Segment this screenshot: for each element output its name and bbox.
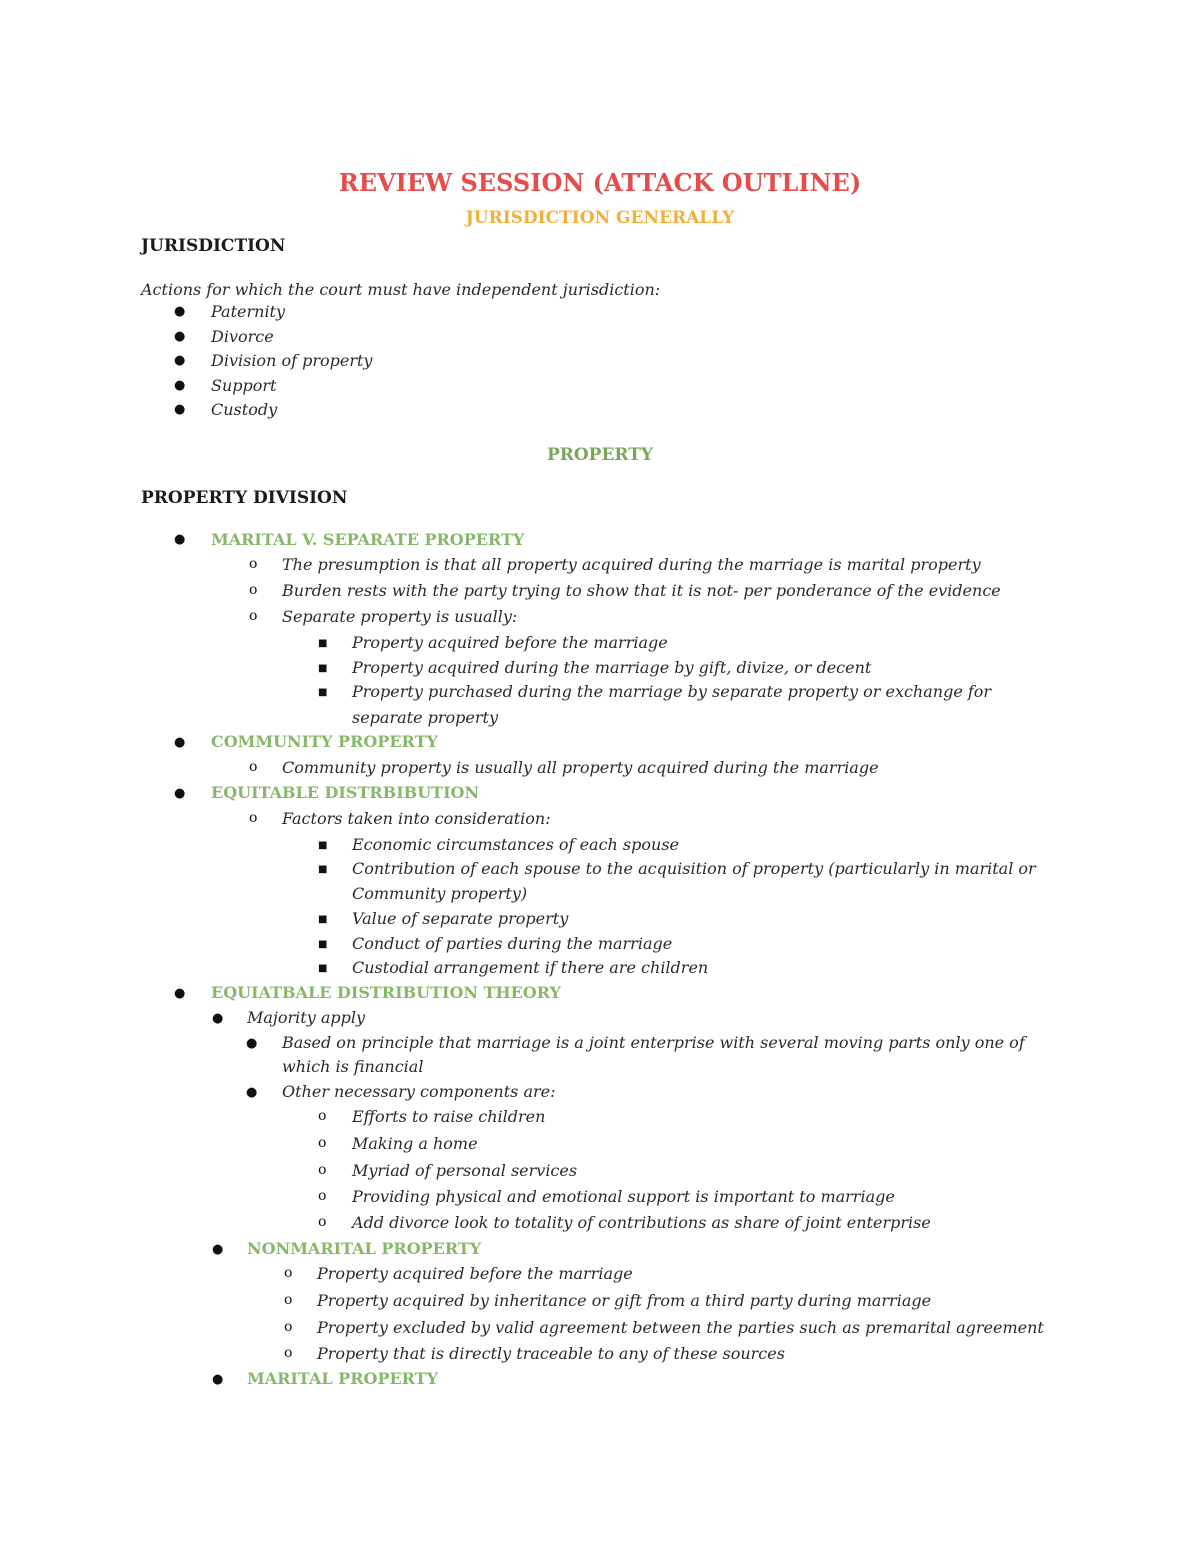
bullet-icon: ● xyxy=(174,786,186,801)
list-item-continuation: separate property xyxy=(352,708,498,727)
list-item: Factors taken into consideration: xyxy=(282,809,551,828)
square-bullet-icon: ■ xyxy=(318,864,328,875)
bullet-icon: ● xyxy=(174,986,186,1001)
bullet-icon: ● xyxy=(212,1372,224,1387)
list-item: Divorce xyxy=(211,327,274,346)
circle-bullet-icon: o xyxy=(249,582,258,598)
subtitle-property: PROPERTY xyxy=(546,445,654,465)
bullet-icon: ● xyxy=(246,1085,258,1100)
bullet-icon: ● xyxy=(174,735,186,750)
square-bullet-icon: ■ xyxy=(318,963,328,974)
list-item: Majority apply xyxy=(247,1008,366,1027)
bullet-icon: ● xyxy=(174,329,186,344)
circle-bullet-icon: o xyxy=(318,1188,327,1204)
section-jurisdiction: JURISDICTION xyxy=(141,236,286,256)
circle-bullet-icon: o xyxy=(249,608,258,624)
document-title: REVIEW SESSION (ATTACK OUTLINE) xyxy=(338,168,862,197)
heading-distribution-theory: EQUIATBALE DISTRIBUTION THEORY xyxy=(211,983,561,1002)
circle-bullet-icon: o xyxy=(284,1345,293,1361)
circle-bullet-icon: o xyxy=(318,1108,327,1124)
list-item: Myriad of personal services xyxy=(352,1161,578,1180)
list-item: The presumption is that all property acquired during the marriage is marital property xyxy=(282,555,981,574)
heading-marital-property: MARITAL PROPERTY xyxy=(247,1369,439,1388)
list-item: Support xyxy=(211,376,277,395)
list-item-continuation: which is financial xyxy=(282,1057,424,1076)
square-bullet-icon: ■ xyxy=(318,638,328,649)
list-item: Value of separate property xyxy=(352,909,569,928)
bullet-icon: ● xyxy=(174,532,186,547)
list-item: Property that is directly traceable to any of these sources xyxy=(317,1344,785,1363)
list-item: Economic circumstances of each spouse xyxy=(352,835,679,854)
list-item: Division of property xyxy=(211,351,373,370)
list-item: Contribution of each spouse to the acquisition of property (particularly in marital or xyxy=(352,859,1036,878)
list-item: Custodial arrangement if there are children xyxy=(352,958,709,977)
bullet-icon: ● xyxy=(212,1242,224,1257)
circle-bullet-icon: o xyxy=(284,1265,293,1281)
list-item: Property acquired before the marriage xyxy=(352,633,668,652)
list-item: Making a home xyxy=(352,1134,478,1153)
list-item: Community property is usually all property acquired during the marriage xyxy=(282,758,879,777)
circle-bullet-icon: o xyxy=(249,810,258,826)
heading-community-property: COMMUNITY PROPERTY xyxy=(211,732,438,751)
list-item: Paternity xyxy=(211,302,286,321)
jurisdiction-intro: Actions for which the court must have independent jurisdiction: xyxy=(141,280,661,299)
heading-nonmarital-property: NONMARITAL PROPERTY xyxy=(247,1239,482,1258)
square-bullet-icon: ■ xyxy=(318,687,328,698)
list-item: Property acquired before the marriage xyxy=(317,1264,633,1283)
circle-bullet-icon: o xyxy=(284,1319,293,1335)
list-item-continuation: Community property) xyxy=(352,884,528,903)
list-item: Property purchased during the marriage by separate property or exchange for xyxy=(352,682,992,701)
circle-bullet-icon: o xyxy=(284,1292,293,1308)
list-item: Conduct of parties during the marriage xyxy=(352,934,673,953)
circle-bullet-icon: o xyxy=(249,556,258,572)
section-property-division: PROPERTY DIVISION xyxy=(141,488,348,508)
bullet-icon: ● xyxy=(212,1011,224,1026)
heading-marital-v-separate: MARITAL V. SEPARATE PROPERTY xyxy=(211,530,525,549)
list-item: Providing physical and emotional support is important to marriage xyxy=(352,1187,895,1206)
square-bullet-icon: ■ xyxy=(318,663,328,674)
circle-bullet-icon: o xyxy=(318,1214,327,1230)
list-item: Property acquired by inheritance or gift from a third party during marriage xyxy=(317,1291,932,1310)
heading-equitable-distribution: EQUITABLE DISTRBIBUTION xyxy=(211,783,480,802)
list-item: Property acquired during the marriage by gift, divize, or decent xyxy=(352,658,872,677)
circle-bullet-icon: o xyxy=(318,1162,327,1178)
circle-bullet-icon: o xyxy=(318,1135,327,1151)
list-item: Based on principle that marriage is a joint enterprise with several moving parts only one of xyxy=(282,1033,1025,1052)
list-item: Custody xyxy=(211,400,278,419)
square-bullet-icon: ■ xyxy=(318,914,328,925)
list-item: Property excluded by valid agreement between the parties such as premarital agreement xyxy=(317,1318,1044,1337)
bullet-icon: ● xyxy=(174,402,186,417)
bullet-icon: ● xyxy=(174,378,186,393)
square-bullet-icon: ■ xyxy=(318,939,328,950)
bullet-icon: ● xyxy=(246,1036,258,1051)
list-item: Efforts to raise children xyxy=(352,1107,546,1126)
list-item: Separate property is usually: xyxy=(282,607,518,626)
bullet-icon: ● xyxy=(174,304,186,319)
list-item: Burden rests with the party trying to show that it is not- per ponderance of the evidence xyxy=(282,581,1001,600)
list-item: Other necessary components are: xyxy=(282,1082,556,1101)
subtitle-jurisdiction: JURISDICTION GENERALLY xyxy=(465,208,735,228)
bullet-icon: ● xyxy=(174,353,186,368)
square-bullet-icon: ■ xyxy=(318,840,328,851)
list-item: Add divorce look to totality of contributions as share of joint enterprise xyxy=(352,1213,931,1232)
circle-bullet-icon: o xyxy=(249,759,258,775)
